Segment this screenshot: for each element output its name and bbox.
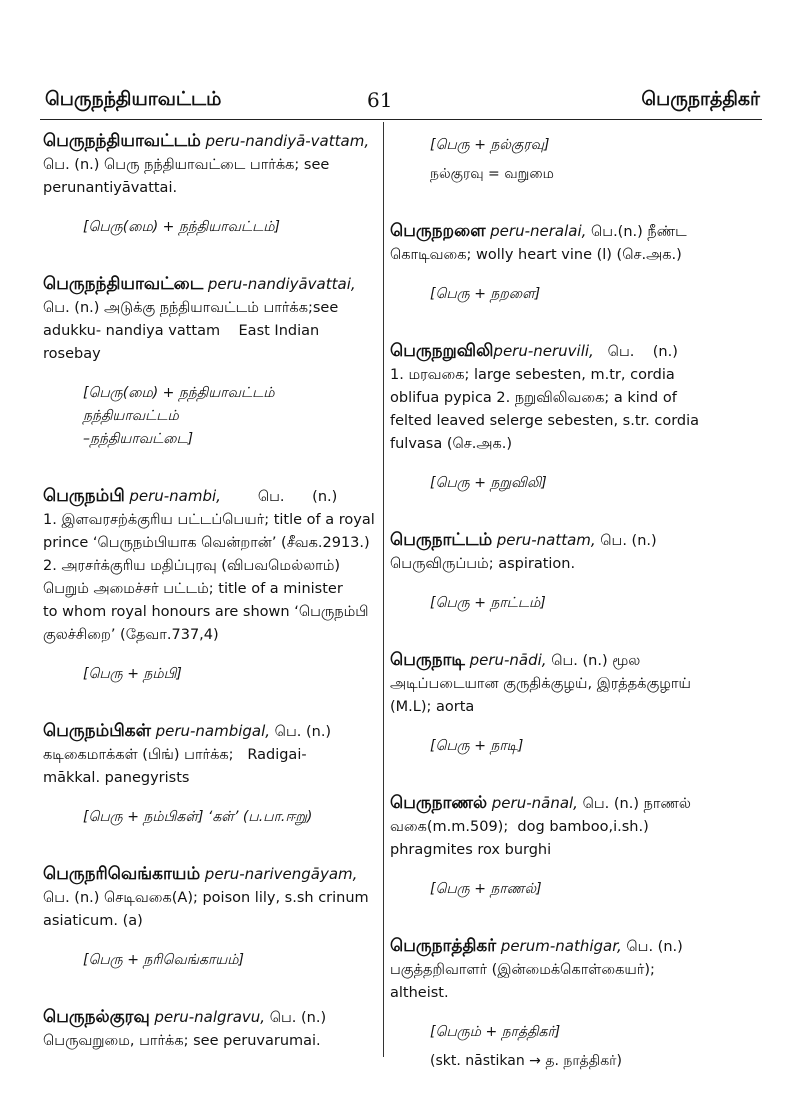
entry-transliteration: peru-nānal, bbox=[491, 794, 578, 812]
entry-transliteration: peru-nambigal, bbox=[155, 722, 271, 740]
entry-pos: பெ.(n.) நீண்ட bbox=[591, 224, 687, 240]
dictionary-entry bbox=[43, 1006, 373, 1053]
entry-pos: பெ. (n.) bbox=[274, 724, 332, 740]
entry-transliteration: peru-narivengāyam, bbox=[204, 865, 358, 883]
entry-pos: பெ. (n.) bbox=[600, 533, 657, 549]
entry-headword: பெருநாட்டம் bbox=[390, 530, 493, 550]
dictionary-entry bbox=[43, 130, 373, 239]
entry-pos: பெ. (n.) bbox=[626, 939, 683, 955]
entry-line: (M.L); aorta bbox=[390, 699, 475, 715]
dictionary-entry bbox=[43, 485, 373, 686]
entry-transliteration: peru-nandiyāvattai, bbox=[207, 275, 356, 293]
entry-etymology: [பெரு + நாட்டம்] bbox=[430, 595, 546, 611]
entry-transliteration: peru-neruvili, bbox=[493, 342, 594, 360]
entry-headword: பெருநறுவிலி bbox=[390, 341, 494, 361]
entry-etymology: [பெரு + நல்குரவு] bbox=[430, 137, 550, 153]
entry-headword: பெருநம்பி bbox=[43, 486, 125, 506]
right-column bbox=[390, 130, 712, 1073]
entry-etymology: [பெரு + நம்பி] bbox=[83, 666, 182, 682]
entry-etymology: [பெரு + நாடி] bbox=[430, 738, 524, 754]
dictionary-entry bbox=[43, 720, 373, 829]
left-column bbox=[43, 130, 373, 1053]
entry-transliteration: peru-nalgravu, bbox=[154, 1008, 266, 1026]
entry-etymology: [பெரு + நம்பிகள்] ‘கள்’ (ப.பா.ஈறு) bbox=[83, 809, 313, 825]
entry-line: 1. இளவரசற்க்குரிய பட்டப்பெயர்; title of a royal bbox=[43, 512, 375, 528]
entry-headword: பெருநாணல் bbox=[390, 793, 488, 813]
entry-transliteration: peru-nandiyā-vattam, bbox=[205, 132, 370, 150]
entry-line: கடிகைமாக்கள் (பிங்) பார்க்க; Radigai- bbox=[43, 747, 307, 763]
entry-etymology: [பெரு + நறளை] bbox=[430, 286, 541, 302]
entry-etymology: [பெரு + நரிவெங்காயம்] bbox=[83, 952, 244, 968]
entry-headword: பெருநாடி bbox=[390, 650, 465, 670]
entry-line: பெறும் அமைச்சர் பட்டம்; title of a minister bbox=[43, 581, 343, 597]
entry-line: phragmites rox burghi bbox=[390, 842, 552, 858]
dictionary-entry bbox=[43, 863, 373, 972]
header-right-title: பெருநாத்திகர் bbox=[641, 88, 760, 110]
header-left-title: பெருநந்தியாவட்டம் bbox=[45, 88, 222, 110]
dictionary-entry bbox=[43, 273, 373, 451]
column-divider bbox=[383, 122, 384, 1057]
entry-line: 2. அரசர்க்குரிய மதிப்புரவு (விபவமெல்லாம்) bbox=[43, 558, 341, 574]
entry-etymology: [பெரு(மை) + நந்தியாவட்டம்] bbox=[83, 219, 280, 235]
dictionary-entry-continued bbox=[390, 134, 712, 186]
entry-etymology: [பெரும் + நாத்திகர்] bbox=[430, 1024, 561, 1040]
dictionary-entry bbox=[390, 792, 712, 901]
entry-etymology: [பெரு + நறுவிலி] bbox=[430, 475, 547, 491]
entry-pos: பெ. (n.) bbox=[607, 344, 678, 360]
entry-transliteration: peru-neralai, bbox=[490, 222, 587, 240]
entry-line: பெ. (n.) அடுக்கு நந்தியாவட்டம் பார்க்க;see bbox=[43, 300, 339, 316]
entry-pos: பெ. (n.) bbox=[269, 1010, 327, 1026]
dictionary-entry bbox=[390, 935, 712, 1073]
entry-line: fulvasa (செ.அக.) bbox=[390, 436, 513, 452]
entry-headword: பெருநரிவெங்காயம் bbox=[43, 864, 201, 884]
entry-headword: பெருநறளை bbox=[390, 221, 486, 241]
entry-line: asiaticum. (a) bbox=[43, 913, 143, 929]
dictionary-entry bbox=[390, 649, 712, 758]
entry-headword: பெருநந்தியாவட்டை bbox=[43, 274, 204, 294]
entry-line: கொடிவகை; wolly heart vine (l) (செ.அக.) bbox=[390, 247, 682, 263]
entry-pos: பெ. (n.) நாணல் bbox=[582, 796, 691, 812]
dictionary-entry bbox=[390, 340, 712, 495]
entry-line: perunantiyāvattai. bbox=[43, 180, 178, 196]
entry-line: வகை(m.m.509); dog bamboo,i.sh.) bbox=[390, 819, 649, 835]
entry-pos: பெ. (n.) மூல bbox=[551, 653, 641, 669]
entry-line: felted leaved selerge sebesten, s.tr. cordia bbox=[390, 413, 700, 429]
entry-line: prince ‘பெருநம்பியாக வென்றான்’ (சீவக.2913.) bbox=[43, 535, 370, 551]
entry-headword: பெருநந்தியாவட்டம் bbox=[43, 131, 201, 151]
entry-line: பகுத்தறிவாளர் (இன்மைக்கொள்கையர்); bbox=[390, 962, 655, 978]
dictionary-entry bbox=[390, 529, 712, 615]
entry-line: அடிப்படையான குருதிக்குழய், இரத்தக்குழாய் bbox=[390, 676, 691, 692]
entry-line: altheist. bbox=[390, 985, 449, 1001]
entry-line: 1. மரவகை; large sebesten, m.tr, cordia bbox=[390, 367, 675, 383]
entry-line: பெ. (n.) பெரு நந்தியாவட்டை பார்க்க; see bbox=[43, 157, 330, 173]
entry-line: adukku- nandiya vattam East Indian bbox=[43, 323, 320, 339]
entry-etymology: [பெரு + நாணல்] bbox=[430, 881, 542, 897]
entry-line: rosebay bbox=[43, 346, 101, 362]
dictionary-entry bbox=[390, 220, 712, 306]
header-rule bbox=[40, 119, 762, 120]
entry-transliteration: peru-nattam, bbox=[496, 531, 596, 549]
entry-headword: பெருநாத்திகர் bbox=[390, 936, 497, 956]
entry-note: நல்குரவு = வறுமை bbox=[430, 166, 554, 182]
page-number: 61 bbox=[367, 88, 393, 112]
entry-line: பெ. (n.) செடிவகை(A); poison lily, s.sh crinum bbox=[43, 890, 369, 906]
entry-line: பெருவிருப்பம்; aspiration. bbox=[390, 556, 576, 572]
entry-line: குலச்சிறை’ (தேவா.737,4) bbox=[43, 627, 219, 643]
entry-line: oblifua pypica 2. நறுவிலிவகை; a kind of bbox=[390, 390, 677, 406]
entry-etymology-continued: –நந்தியாவட்டை] bbox=[83, 431, 194, 447]
entry-transliteration: perum-nathigar, bbox=[500, 937, 622, 955]
entry-line: mākkal. panegyrists bbox=[43, 770, 190, 786]
entry-etymology: [பெரு(மை) + நந்தியாவட்டம் நந்தியாவட்டம் bbox=[83, 385, 275, 424]
entry-headword: பெருநம்பிகள் bbox=[43, 721, 151, 741]
entry-transliteration: peru-nambi, bbox=[129, 487, 221, 505]
page-header bbox=[45, 82, 760, 116]
entry-note: (skt. nāstikan → த. நாத்திகர்) bbox=[430, 1053, 622, 1069]
entry-pos: பெ. (n.) bbox=[257, 489, 338, 505]
entry-transliteration: peru-nādi, bbox=[469, 651, 547, 669]
entry-line: to whom royal honours are shown ‘பெருநம்பி bbox=[43, 604, 369, 620]
entry-line: பெருவறுமை, பார்க்க; see peruvarumai. bbox=[43, 1033, 321, 1049]
entry-headword: பெருநல்குரவு bbox=[43, 1007, 150, 1027]
